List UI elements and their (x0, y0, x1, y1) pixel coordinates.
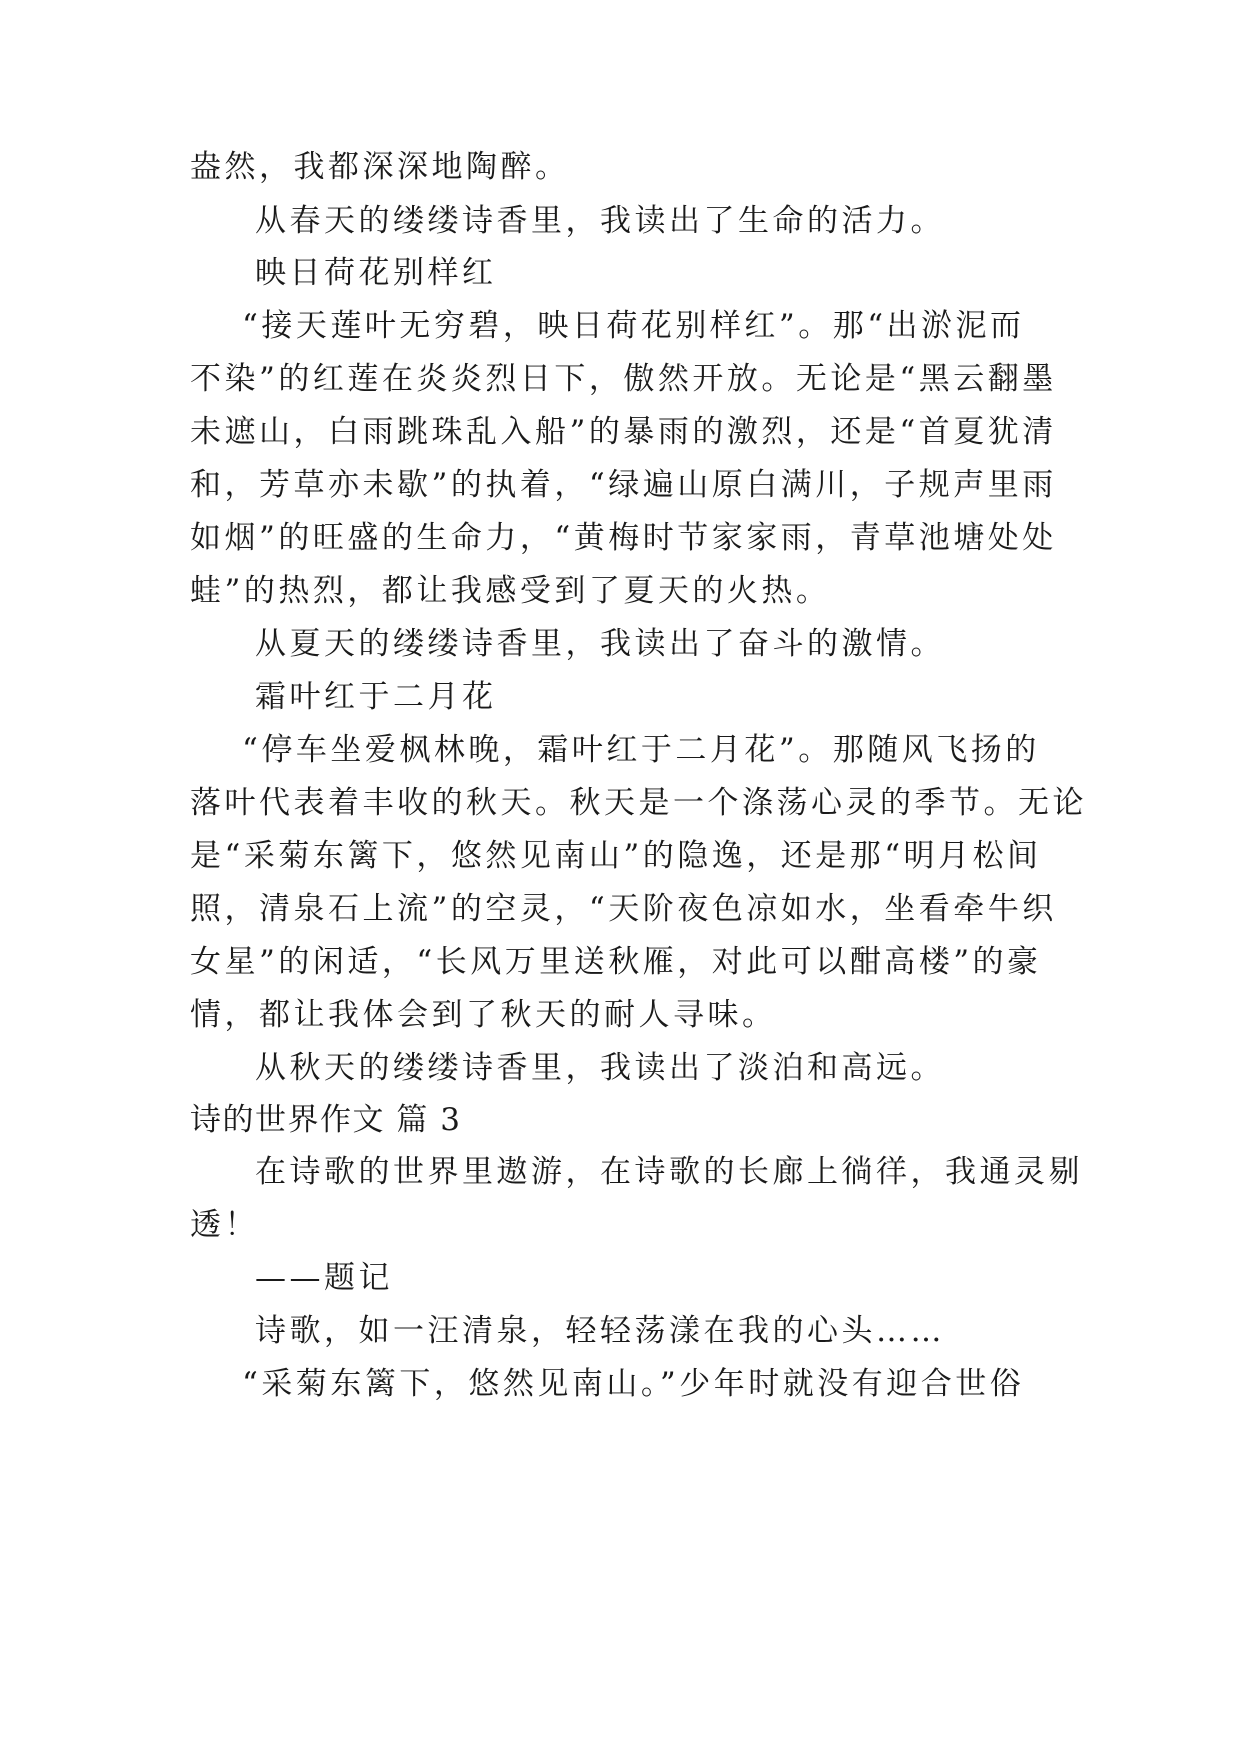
paragraph-line: 蛙”的热烈，都让我感受到了夏天的火热。 (190, 573, 831, 609)
paragraph-line: “接天莲叶无穷碧，映日荷花别样红”。那“出淤泥而 (242, 308, 1025, 344)
paragraph-line: 从夏天的缕缕诗香里，我读出了奋斗的激情。 (255, 626, 945, 662)
section-subtitle: 霜叶红于二月花 (255, 679, 497, 715)
section-heading: 诗的世界作文 篇 3 (190, 1102, 462, 1138)
paragraph-line: 和，芳草亦未歇”的执着，“绿遍山原白满川，子规声里雨 (190, 467, 1057, 503)
paragraph-line: 是“采菊东篱下，悠然见南山”的隐逸，还是那“明月松间 (190, 838, 1042, 874)
paragraph-line: “停车坐爱枫林晚，霜叶红于二月花”。那随风飞扬的 (242, 732, 1040, 768)
paragraph-line: “采菊东篱下，悠然见南山。”少年时就没有迎合世俗 (242, 1366, 1025, 1402)
paragraph-line: 诗歌，如一汪清泉，轻轻荡漾在我的心头…… (255, 1313, 945, 1349)
paragraph-line: 从秋天的缕缕诗香里，我读出了淡泊和高远。 (255, 1050, 945, 1086)
section-subtitle: 映日荷花别样红 (255, 255, 497, 291)
paragraph-line: 从春天的缕缕诗香里，我读出了生命的活力。 (255, 203, 945, 239)
paragraph-line: 透！ (190, 1207, 259, 1243)
paragraph-line: 未遮山，白雨跳珠乱入船”的暴雨的激烈，还是“首夏犹清 (190, 414, 1057, 450)
paragraph-line: 女星”的闲适，“长风万里送秋雁，对此可以酣高楼”的豪 (190, 944, 1042, 980)
paragraph-line: 落叶代表着丰收的秋天。秋天是一个涤荡心灵的季节。无论 (190, 785, 1087, 821)
paragraph-line: 如烟”的旺盛的生命力，“黄梅时节家家雨，青草池塘处处 (190, 520, 1057, 556)
paragraph-line: 照，清泉石上流”的空灵，“天阶夜色凉如水，坐看牵牛织 (190, 891, 1057, 927)
paragraph-line: 不染”的红莲在炎炎烈日下，傲然开放。无论是“黑云翻墨 (190, 361, 1057, 397)
epigraph-attribution: ——题记 (255, 1260, 393, 1296)
paragraph-line: 情，都让我体会到了秋天的耐人寻味。 (190, 997, 777, 1033)
paragraph-line: 在诗歌的世界里遨游，在诗歌的长廊上徜徉，我通灵剔 (255, 1154, 1083, 1190)
paragraph-line: 盎然，我都深深地陶醉。 (190, 149, 570, 185)
